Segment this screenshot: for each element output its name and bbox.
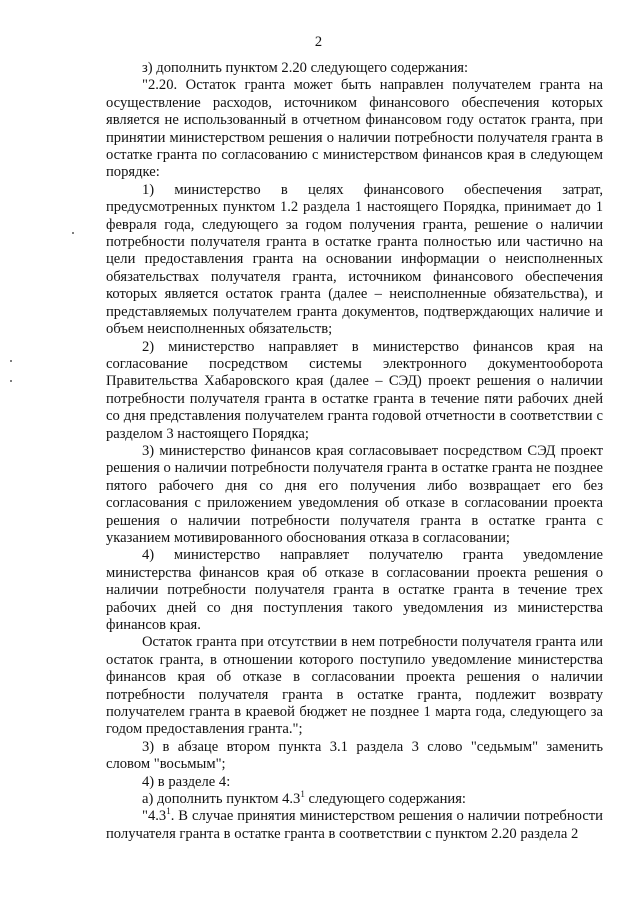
text-fragment: . В случае принятия министерством решения о наличии потребности получателя гранта в остатке гранта в соответствии с пунктом 2.20 раздела 2 [106,808,603,842]
paragraph-amendment-4: 4) в разделе 4: [142,773,231,790]
paragraph-2-20: "2.20. Остаток гранта может быть направлен получателем гранта на осуществление расходов, источником финансового обеспечения которых является не использованный в отчетном финансовом году остаток гранта, при принятии министерством решения о наличии потребности получателя гранта в остатке гранта по согласованию с министерством финансов края в следующем порядке: [106,77,603,181]
text-fragment: а) дополнить пунктом 4.3 [142,791,301,808]
paragraph-amendment-a [106,791,603,808]
paragraph-item-3: 3) министерство финансов края согласовывает посредством СЭД проект решения о наличии потребности получателя гранта в остатке гранта не позднее пятого рабочего дня со дня его получения либо возвращает его без согласования с приложением уведомления об отказе в согласовании проекта решения о наличии потребности получателя гранта в остатке гранта с указанием мотивированного обоснования отказа в согласовании; [106,442,603,546]
scan-dot [10,360,12,362]
paragraph-remainder-return: Остаток гранта при отсутствии в нем потребности получателя гранта или остаток гранта, в отношении которого поступило уведомление министерства финансов края об отказе в согласовании проекта решения о наличии потребности получателя гранта в остатке гранта, подлежит возврату получателем гранта в краевой бюджет не позднее 1 марта года, следующего за годом предоставления гранта."; [106,634,603,738]
paragraph-4-3-1 [106,808,603,843]
paragraph-amendment-z: з) дополнить пунктом 2.20 следующего содержания: [142,60,469,76]
paragraph-item-4: 4) министерство направляет получателю гранта уведомление министерства финансов края об отказе в согласовании проекта решения о наличии потребности получателя гранта в остатке гранта в течение трех рабочих дней со дня поступления такого уведомления из министерства финансов края. [106,547,603,633]
superscript: 1 [166,806,171,817]
superscript: 1 [300,789,305,800]
scan-dot [10,380,12,382]
text-fragment: "4.3 [142,808,167,825]
paragraph-item-1: 1) министерство в целях финансового обеспечения затрат, предусмотренных пунктом 1.2 раздела 1 настоящего Порядка, принимает до 1 февраля года, следующего за годом получения гранта, решение о наличии потребности получателя гранта в остатке гранта полностью или частично на цели предоставления гранта на основании информации о неисполненных обязательствах получателя гранта, источником финансового обеспечения которых является остаток гранта (далее – неисполненные обязательства), и представляемых получателем гранта документов, подтверждающих наличие и объем неисполненных обязательств; [106,181,603,338]
paragraph-item-2: 2) министерство направляет в министерство финансов края на согласование посредством системы электронного документооборота Правительства Хабаровского края (далее – СЭД) проект решения о наличии потребности получателя гранта в остатке гранта в течение пяти рабочих дней со дня представления получателем гранта годовой отчетности в соответствии с разделом 3 настоящего Порядка; [106,338,603,442]
paragraph-amendment-3: 3) в абзаце втором пункта 3.1 раздела 3 слово "седьмым" заменить словом "восьмым"; [106,738,603,773]
page-number: 2 [314,34,323,50]
text-fragment: следующего содержания: [304,791,466,808]
scan-dot [72,232,74,234]
